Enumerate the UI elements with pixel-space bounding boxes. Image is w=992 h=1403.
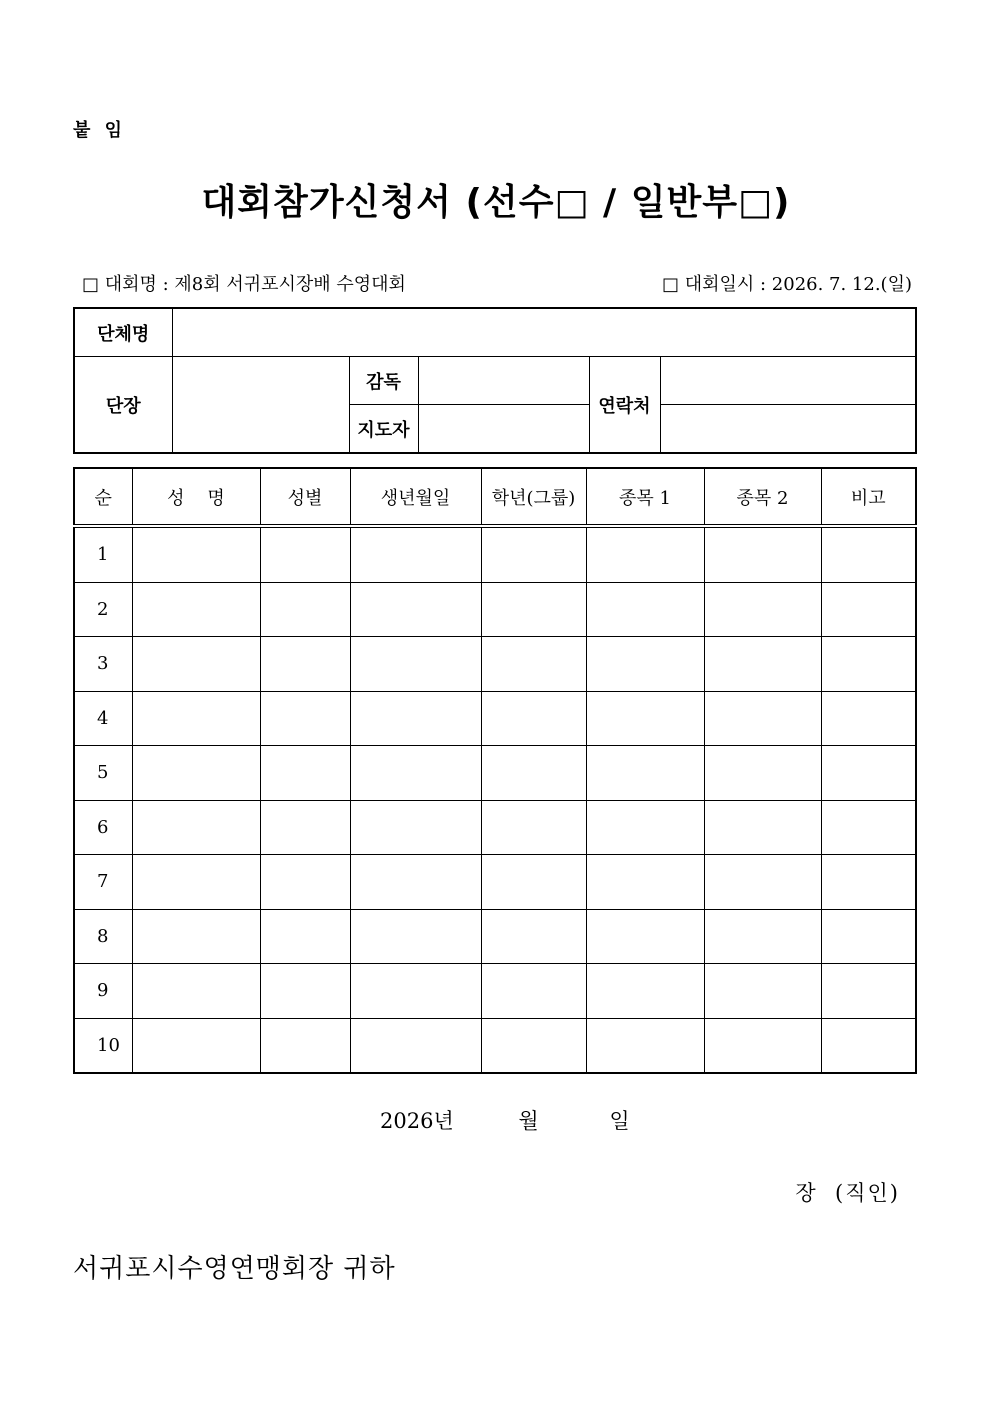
row-number: 9 [74,964,132,1019]
remarks-cell[interactable] [821,800,916,855]
contact-field-2[interactable] [660,405,916,454]
birthdate-cell[interactable] [350,582,481,637]
remarks-cell[interactable] [821,582,916,637]
remarks-cell[interactable] [821,691,916,746]
row-number: 1 [74,526,132,582]
table-row [74,855,916,910]
event-1-cell[interactable] [586,637,704,692]
birthdate-cell[interactable] [350,526,481,582]
grade-group-cell[interactable] [481,909,586,964]
row-number: 8 [74,909,132,964]
grade-group-cell[interactable] [481,691,586,746]
grade-group-cell[interactable] [481,637,586,692]
event-2-cell[interactable] [704,855,821,910]
gender-cell[interactable] [260,637,350,692]
header-grade-group: 학년(그룹) [481,468,586,526]
row-number: 6 [74,800,132,855]
name-cell[interactable] [132,637,260,692]
grade-group-cell[interactable] [481,746,586,801]
event-date: □ 대회일시 : 2026. 7. 12.(일) [662,274,912,295]
gender-cell[interactable] [260,855,350,910]
grade-group-cell[interactable] [481,800,586,855]
event-2-cell[interactable] [704,1018,821,1073]
date-day: 일 [609,1109,630,1133]
remarks-cell[interactable] [821,746,916,801]
row-number: 3 [74,637,132,692]
header-gender: 성별 [260,468,350,526]
name-cell[interactable] [132,855,260,910]
remarks-cell[interactable] [821,855,916,910]
remarks-cell[interactable] [821,964,916,1019]
event-2-cell[interactable] [704,909,821,964]
birthdate-cell[interactable] [350,909,481,964]
leader-field[interactable] [172,357,349,454]
table-row [74,1018,916,1073]
event-2-cell[interactable] [704,746,821,801]
instructor-label: 지도자 [349,405,418,454]
grade-group-cell[interactable] [481,964,586,1019]
contact-field-1[interactable] [660,357,916,405]
event-1-cell[interactable] [586,964,704,1019]
birthdate-cell[interactable] [350,637,481,692]
gender-cell[interactable] [260,746,350,801]
date-month: 월 [518,1109,539,1133]
addressee: 서귀포시수영연맹회장 귀하 [73,1254,396,1284]
name-cell[interactable] [132,691,260,746]
event-2-cell[interactable] [704,964,821,1019]
name-cell[interactable] [132,526,260,582]
event-2-cell[interactable] [704,582,821,637]
gender-cell[interactable] [260,582,350,637]
event-1-cell[interactable] [586,855,704,910]
table-row [74,909,916,964]
event-2-cell[interactable] [704,800,821,855]
remarks-cell[interactable] [821,526,916,582]
grade-group-cell[interactable] [481,1018,586,1073]
header-birthdate: 생년월일 [350,468,481,526]
table-row [74,526,916,582]
name-cell[interactable] [132,1018,260,1073]
name-cell[interactable] [132,964,260,1019]
header-remarks: 비고 [821,468,916,526]
table-row [74,582,916,637]
birthdate-cell[interactable] [350,691,481,746]
table-row [74,637,916,692]
event-2-cell[interactable] [704,691,821,746]
coach-field[interactable] [418,357,589,405]
gender-cell[interactable] [260,800,350,855]
header-event-1: 종목 1 [586,468,704,526]
instructor-field[interactable] [418,405,589,454]
team-name-label: 단체명 [74,308,172,357]
leader-label: 단장 [74,357,172,454]
event-1-cell[interactable] [586,746,704,801]
gender-cell[interactable] [260,1018,350,1073]
row-number: 4 [74,691,132,746]
date-year: 2026년 [380,1109,454,1133]
name-cell[interactable] [132,909,260,964]
grade-group-cell[interactable] [481,526,586,582]
name-cell[interactable] [132,800,260,855]
attachment-label: 붙 임 [73,120,127,141]
birthdate-cell[interactable] [350,855,481,910]
remarks-cell[interactable] [821,909,916,964]
header-name: 성 명 [132,468,260,526]
event-1-cell[interactable] [586,582,704,637]
roster-header-row [74,468,916,526]
header-number: 순 [74,468,132,526]
team-info-table [73,307,917,454]
grade-group-cell[interactable] [481,855,586,910]
birthdate-cell[interactable] [350,964,481,1019]
header-event-2: 종목 2 [704,468,821,526]
event-1-cell[interactable] [586,800,704,855]
birthdate-cell[interactable] [350,746,481,801]
row-number: 7 [74,855,132,910]
gender-cell[interactable] [260,964,350,1019]
team-name-field[interactable] [172,308,916,357]
birthdate-cell[interactable] [350,800,481,855]
gender-cell[interactable] [260,526,350,582]
grade-group-cell[interactable] [481,582,586,637]
birthdate-cell[interactable] [350,1018,481,1073]
event-2-cell[interactable] [704,526,821,582]
application-date [380,1105,630,1135]
row-number: 5 [74,746,132,801]
remarks-cell[interactable] [821,637,916,692]
event-name: □ 대회명 : 제8회 서귀포시장배 수영대회 [82,274,406,295]
event-1-cell[interactable] [586,1018,704,1073]
table-row [74,800,916,855]
name-cell[interactable] [132,582,260,637]
gender-cell[interactable] [260,909,350,964]
participant-roster-table [73,467,917,1074]
event-1-cell[interactable] [586,691,704,746]
row-number: 10 [74,1018,132,1073]
coach-label: 감독 [349,357,418,405]
table-row [74,746,916,801]
event-1-cell[interactable] [586,526,704,582]
table-row [74,691,916,746]
gender-cell[interactable] [260,691,350,746]
row-number: 2 [74,582,132,637]
page-title: 대회참가신청서 (선수□ / 일반부□) [201,182,791,223]
signature-seal: 장 (직인) [795,1181,900,1205]
event-1-cell[interactable] [586,909,704,964]
name-cell[interactable] [132,746,260,801]
remarks-cell[interactable] [821,1018,916,1073]
contact-label: 연락처 [589,357,660,454]
table-row [74,964,916,1019]
event-2-cell[interactable] [704,637,821,692]
